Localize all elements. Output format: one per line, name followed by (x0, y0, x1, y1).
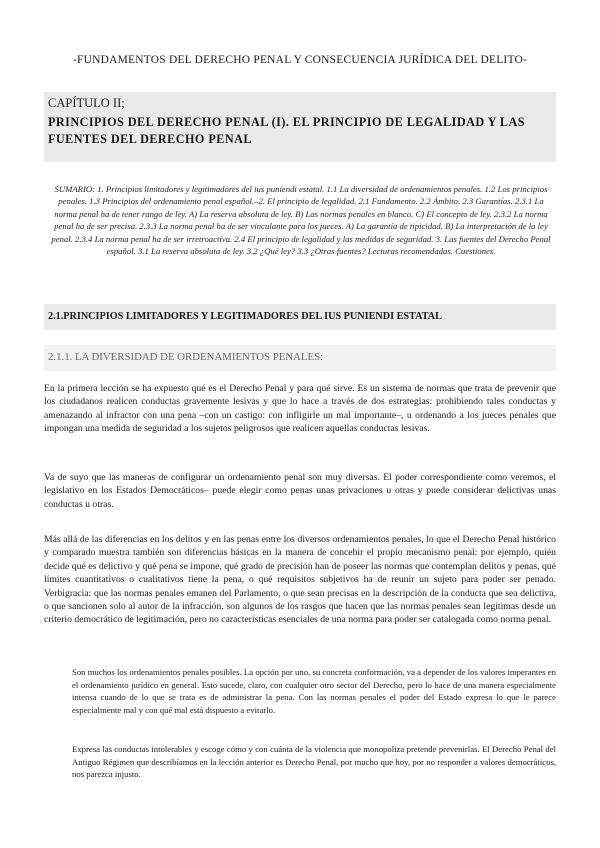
subsection-heading-box (44, 345, 556, 371)
chapter-title: PRINCIPIOS DEL DERECHO PENAL (I). EL PRINCIPIO DE LEGALIDAD Y LAS FUENTES DEL DERECHO PENAL (48, 115, 525, 146)
body-paragraph-1: En la primera lección se ha expuesto qué es el Derecho Penal y para qué sirve. Es un sistema de normas que trata de prevenir que los ciudadanos realicen conductas gravemente lesivas y que lo hace a través de dos estrategias: prohibiendo tales conductas y amenazando al infractor con una pena –con un castigo: con infligirle un mal importante–, u ordenando a los jueces penales que impongan una medida de seguridad a los sujetos peligrosos que realicen aquellas conductas lesivas. (44, 383, 556, 435)
chapter-summary: SUMARIO: 1. Principios limitadores y legitimadores del ius puniendi estatal. 1.1 La diversidad de ordenamientos penales. 1.2 Los principios penales. 1.3 Principios del ordenamiento penal español.–2. El principio de legalidad. 2.1 Fundamento. 2.2 Ámbito. 2.3 Garantías. 2.3.1 La norma penal ha de tener rango de ley. A) La reserva absoluta de ley. B) Las normas penales en blanco. C) El concepto de ley. 2.3.2 La norma penal ha de ser precisa. 2.3.3 La norma penal ha de ser vinculante para los jueces. A) La garantía de tipicidad. B) La interpretación de la ley penal. 2.3.4 La norma penal ha de ser irretroactiva. 2.4 El principio de legalidad y las medidas de seguridad. 3. Las fuentes del Derecho Penal español. 3.1 La reserva absoluta de ley. 3.2 ¿Qué ley? 3.3 ¿Otras fuentes? Lecturas recomendadas. Cuestiones. (51, 184, 551, 257)
body-paragraph-2: Va de suyo que las maneras de configurar un ordenamiento penal son muy diversas. El poder correspondiente como veremos, el legislativo en los Estados Democráticos– puede elegir como penas unas privaciones u otras y puede considerar delictivas unas conductas u otras. (44, 472, 556, 510)
chapter-heading-box (44, 92, 556, 162)
chapter-number: CAPÍTULO II; (48, 96, 125, 110)
quote-paragraph-2: Expresa las conductas intolerables y escoge cómo y con cuánta de la violencia que monopoliza pretende prevenirlas. El Derecho Penal del Antiguo Régimen que describíamos en la lección anterior es Derecho Penal, por mucho que hoy, por no responder a valores democráticos, nos parezca injusto. (72, 744, 556, 780)
subsection-title: 2.1.1. LA DIVERSIDAD DE ORDENAMIENTOS PENALES: (48, 351, 324, 363)
body-paragraph-3: Más allá de las diferencias en los delitos y en las penas entre los diversos ordenamientos penales, lo que el Derecho Penal histórico y comparado muestra también son diferencias básicas en la manera de concebir el propio mecanismo penal: por ejemplo, quién decide qué es delictivo y qué pena se impone, qué grado de precisión han de poseer las normas que contemplan delitos y penas, qué límites cuantitativos o cualitativos tiene la pena, o qué requisitos subjetivos ha de reunir un sujeto para poder ser penado. Verbigracia: que las normas penales emanen del Parlamento, o que sean precisas en la descripción de la conducta que sea delictiva, o que sancionen solo al autor de la infracción, son algunos de los rasgos que hacen que las normas penales sean legítimas desde un criterio democrático de legitimación, pero no características esenciales de una norma para poder ser catalogada como norma penal. (44, 534, 556, 626)
quote-paragraph-1: Son muchos los ordenamientos penales posibles. La opción por uno, su concreta conformación, va a depender de los valores imperantes en el ordenamiento jurídico en general. Esto sucede, claro, con cualquier otro sector del Derecho, pero lo hace de una manera especialmente intensa cuando de lo que se trata es de administrar la pena. Con las normas penales el poder del Estado expresa lo que le parece especialmente mal y con qué mal está dispuesto a evitarlo. (72, 667, 556, 716)
section-heading-box (44, 304, 556, 330)
section-title: 2.1.PRINCIPIOS LIMITADORES Y LEGITIMADORES DEL IUS PUNIENDI ESTATAL (48, 311, 442, 322)
document-header-title: -FUNDAMENTOS DEL DERECHO PENAL Y CONSECUENCIA JURÍDICA DEL DELITO- (72, 54, 528, 66)
